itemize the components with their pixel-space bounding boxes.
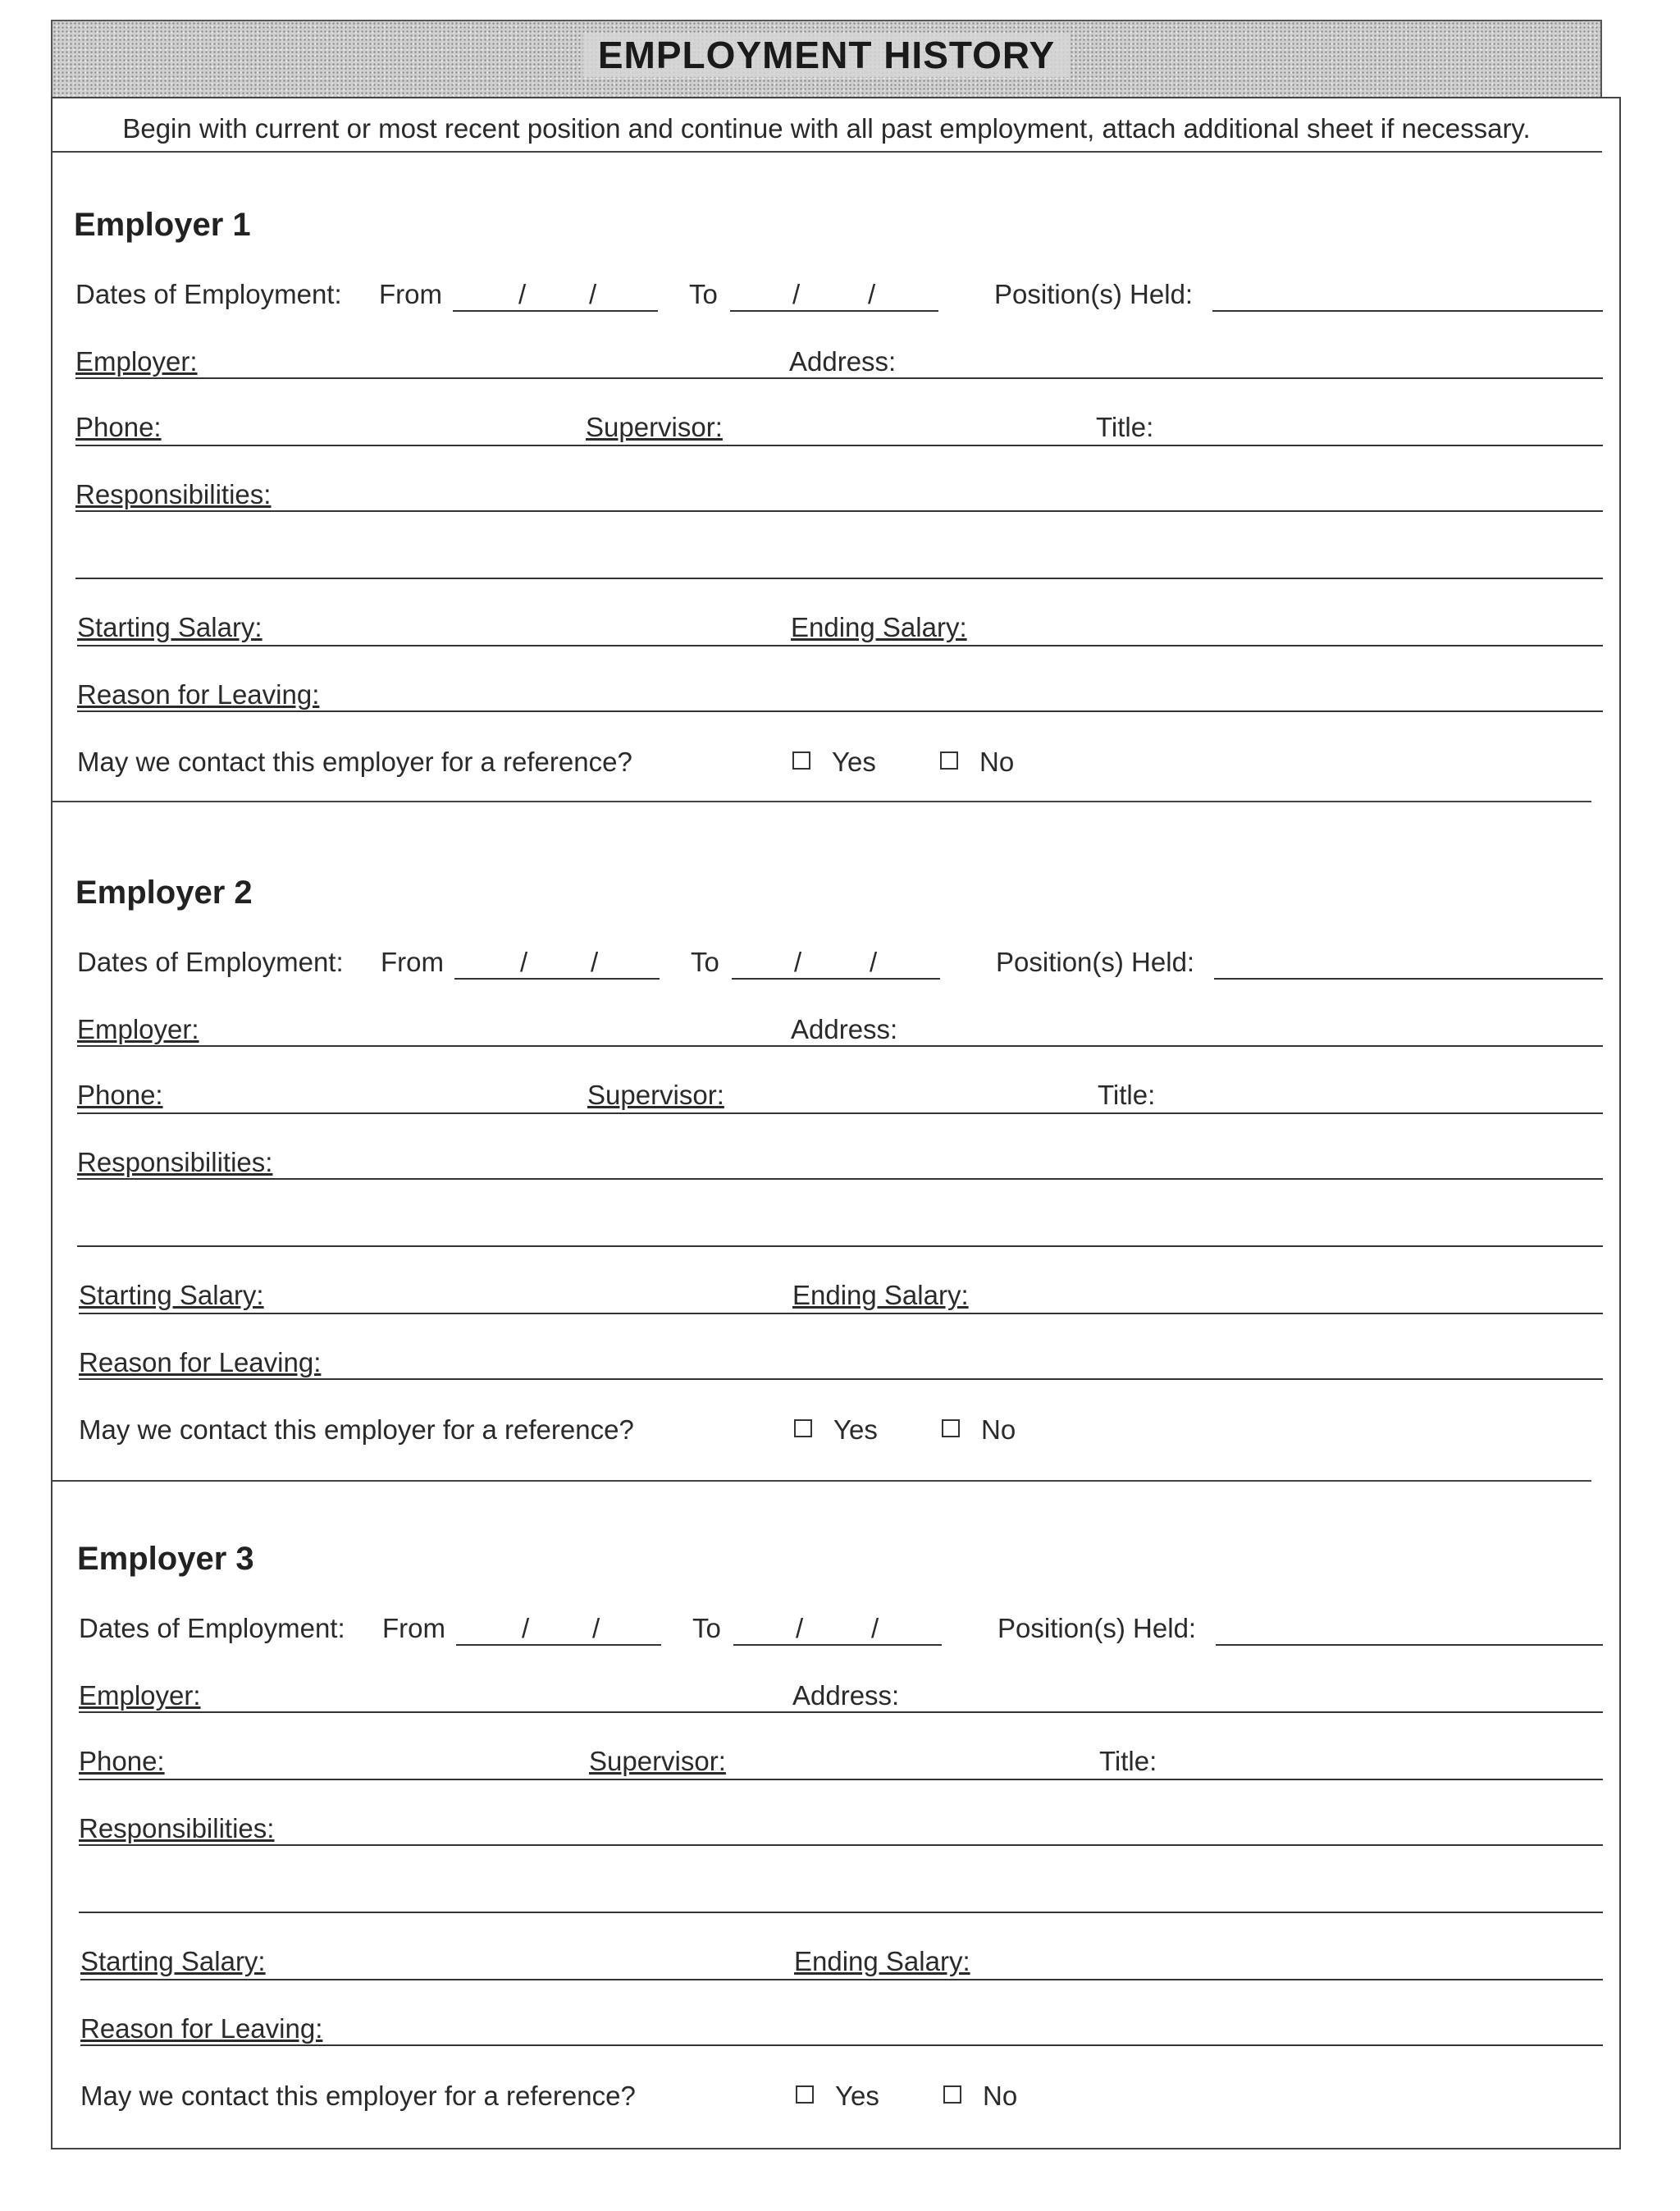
to-date-field[interactable]: [730, 279, 938, 312]
yes-checkbox[interactable]: [794, 1419, 812, 1437]
contact-question: May we contact this employer for a reference?: [77, 747, 632, 777]
date-separator: /: [792, 279, 801, 309]
responsibilities-field-line-2[interactable]: [77, 1245, 1603, 1247]
reason-label: Reason for Leaving:: [77, 679, 320, 710]
date-separator: /: [592, 1613, 600, 1643]
phone-supervisor-title-field[interactable]: [75, 445, 1603, 446]
dates-label: Dates of Employment:: [75, 279, 342, 309]
dates-label: Dates of Employment:: [79, 1613, 345, 1643]
supervisor-label: Supervisor:: [589, 1746, 726, 1776]
no-checkbox[interactable]: [942, 1419, 960, 1437]
salary-field[interactable]: [80, 1979, 1603, 1980]
reason-label: Reason for Leaving:: [79, 1347, 322, 1377]
employer-heading: Employer 3: [77, 1541, 254, 1577]
to-date-field[interactable]: [732, 947, 940, 980]
reason-field[interactable]: [79, 1378, 1603, 1380]
from-date-field[interactable]: [454, 947, 660, 980]
address-label: Address:: [791, 1014, 898, 1044]
contact-question: May we contact this employer for a reference?: [79, 1414, 634, 1445]
no-label: No: [981, 1414, 1016, 1445]
address-label: Address:: [789, 346, 897, 377]
form-title: EMPLOYMENT HISTORY: [583, 33, 1070, 77]
title-label: Title:: [1096, 412, 1154, 442]
no-label: No: [983, 2081, 1018, 2111]
date-separator: /: [871, 1613, 879, 1643]
section-divider: [51, 801, 1591, 802]
phone-label: Phone:: [77, 1080, 163, 1110]
from-label: From: [379, 279, 442, 309]
phone-label: Phone:: [75, 412, 162, 442]
no-checkbox[interactable]: [940, 751, 958, 770]
date-separator: /: [591, 947, 599, 977]
salary-field[interactable]: [79, 1313, 1603, 1314]
date-separator: /: [796, 1613, 804, 1643]
from-label: From: [381, 947, 444, 977]
title-label: Title:: [1098, 1080, 1156, 1110]
contact-question: May we contact this employer for a reference?: [80, 2081, 636, 2111]
reason-label: Reason for Leaving:: [80, 2013, 323, 2044]
positions-field[interactable]: [1214, 947, 1603, 980]
supervisor-label: Supervisor:: [587, 1080, 724, 1110]
from-label: From: [382, 1613, 445, 1643]
responsibilities-label: Responsibilities:: [75, 479, 272, 509]
yes-checkbox[interactable]: [796, 2085, 814, 2104]
no-checkbox[interactable]: [943, 2085, 961, 2104]
date-separator: /: [870, 947, 878, 977]
to-label: To: [692, 1613, 721, 1643]
positions-field[interactable]: [1216, 1613, 1603, 1646]
dates-label: Dates of Employment:: [77, 947, 344, 977]
reason-field[interactable]: [77, 710, 1603, 712]
date-separator: /: [868, 279, 876, 309]
address-label: Address:: [792, 1680, 900, 1711]
employer-address-field[interactable]: [77, 1045, 1603, 1047]
form-title-bar: [51, 20, 1602, 97]
salary-field[interactable]: [77, 645, 1603, 646]
responsibilities-field-line-2[interactable]: [75, 578, 1603, 579]
to-label: To: [689, 279, 718, 309]
responsibilities-field[interactable]: [77, 1178, 1603, 1180]
yes-checkbox[interactable]: [792, 751, 810, 770]
title-label: Title:: [1099, 1746, 1157, 1776]
starting-salary-label: Starting Salary:: [80, 1946, 266, 1976]
date-separator: /: [520, 947, 528, 977]
supervisor-label: Supervisor:: [586, 412, 723, 442]
employer-label: Employer:: [75, 346, 198, 377]
date-separator: /: [522, 1613, 530, 1643]
positions-label: Position(s) Held:: [994, 279, 1194, 309]
responsibilities-label: Responsibilities:: [77, 1147, 273, 1177]
form-border: [51, 97, 1621, 2149]
responsibilities-field[interactable]: [79, 1844, 1603, 1846]
employer-heading: Employer 2: [75, 875, 253, 911]
employer-heading: Employer 1: [74, 207, 251, 243]
to-label: To: [691, 947, 719, 977]
yes-label: Yes: [832, 747, 876, 777]
date-separator: /: [518, 279, 527, 309]
responsibilities-field-line-2[interactable]: [79, 1912, 1603, 1913]
yes-label: Yes: [833, 1414, 878, 1445]
form-instructions: Begin with current or most recent position and continue with all past employment, attach additional sheet if necessary.: [122, 113, 1531, 144]
ending-salary-label: Ending Salary:: [794, 1946, 970, 1976]
employer-address-field[interactable]: [75, 377, 1603, 379]
yes-label: Yes: [835, 2081, 879, 2111]
phone-supervisor-title-field[interactable]: [79, 1779, 1603, 1780]
reason-field[interactable]: [80, 2044, 1603, 2046]
from-date-field[interactable]: [456, 1613, 661, 1646]
to-date-field[interactable]: [733, 1613, 942, 1646]
employer-label: Employer:: [79, 1680, 201, 1711]
section-divider: [51, 1480, 1591, 1482]
phone-supervisor-title-field[interactable]: [77, 1112, 1603, 1114]
ending-salary-label: Ending Salary:: [791, 612, 967, 642]
employer-label: Employer:: [77, 1014, 199, 1044]
starting-salary-label: Starting Salary:: [79, 1280, 264, 1310]
starting-salary-label: Starting Salary:: [77, 612, 262, 642]
phone-label: Phone:: [79, 1746, 165, 1776]
employer-address-field[interactable]: [79, 1711, 1603, 1713]
from-date-field[interactable]: [453, 279, 658, 312]
responsibilities-field[interactable]: [75, 510, 1603, 512]
ending-salary-label: Ending Salary:: [792, 1280, 969, 1310]
responsibilities-label: Responsibilities:: [79, 1813, 275, 1843]
instructions-divider: [51, 151, 1602, 153]
date-separator: /: [794, 947, 802, 977]
no-label: No: [979, 747, 1015, 777]
positions-label: Position(s) Held:: [996, 947, 1195, 977]
positions-field[interactable]: [1212, 279, 1603, 312]
positions-label: Position(s) Held:: [998, 1613, 1197, 1643]
date-separator: /: [589, 279, 597, 309]
